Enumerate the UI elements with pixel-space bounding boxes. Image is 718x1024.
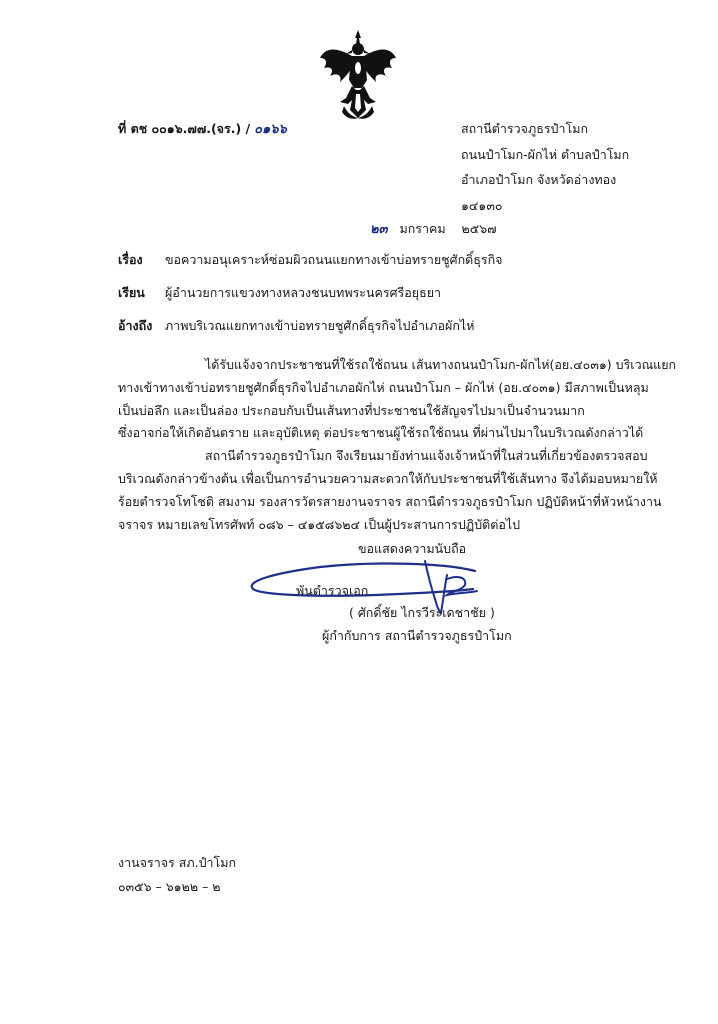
paragraph2-line: สถานีตำรวจภูธรปำโมก จึงเรียนมายังท่านแจ้งเจ้าหน้าที่ในส่วนที่เกี่ยวข้องตรวจสอบ bbox=[205, 448, 648, 463]
date-month-year: มกราคม ๒๕๖๗ bbox=[399, 221, 497, 236]
recipient-row bbox=[118, 285, 441, 301]
recipient-text: ผู้อำนวยการแขวงทางหลวงชนบทพระนครศรีอยุธยา bbox=[164, 285, 442, 300]
letter-date bbox=[370, 221, 497, 238]
sender-office: สถานีตำรวจภูธรปำโมก bbox=[461, 121, 589, 136]
recipient-label: เรียน bbox=[118, 285, 145, 300]
footer-phone: ๐๓๕๖ – ๖๑๒๒ – ๒ bbox=[118, 879, 221, 894]
paragraph1-line: ทางเข้าทางเข้าบ่อทรายชูศักดิ์ธุรกิจไปอำเภอผักไห่ ถนนปำโมก – ผักไห่ (อย.๔๐๓๑) มีสภาพเป็นหลุม bbox=[118, 380, 649, 395]
sender-postcode: ๑๔๑๓๐ bbox=[461, 198, 503, 213]
paragraph2-line: บริเวณดังกล่าวข้างต้น เพื่อเป็นการอำนวยความสะดวกให้กับประชาชนที่ใช้เส้นทาง จึงได้มอบหมายให้ bbox=[118, 471, 658, 486]
subject-row bbox=[118, 252, 503, 268]
signatory-position: ผู้กำกับการ สถานีตำรวจภูธรปำโมก bbox=[322, 628, 512, 643]
document-number-handwritten: ๐๑๖๖ bbox=[254, 122, 287, 137]
signatory-rank: พันตำรวจเอก bbox=[296, 583, 369, 598]
garuda-emblem-icon bbox=[318, 28, 398, 120]
paragraph1-line: ได้รับแจ้งจากประชาชนที่ใช้รถใช้ถนน เส้นทางถนนปำโมก-ผักไห่(อย.๔๐๓๑) บริเวณแยก bbox=[205, 357, 677, 372]
subject-text: ขอความอนุเคราะห์ซ่อมผิวถนนแยกทางเข้าบ่อทรายชูศักดิ์ธุรกิจ bbox=[164, 252, 503, 267]
closing-salutation: ขอแสดงความนับถือ bbox=[358, 541, 467, 556]
reference-row bbox=[118, 318, 474, 334]
sender-street: ถนนปำโมก-ผักไห่ ตำบลปำโมก bbox=[461, 147, 630, 162]
paragraph1-line: ซึ่งอาจก่อให้เกิดอันตราย และอุบัติเหตุ ต่อประชาชนผู้ใช้รถใช้ถนน ที่ผ่านไปมาในบริเวณดังกล่าวได้ bbox=[118, 425, 644, 440]
date-day-handwritten: ๒๓ bbox=[370, 222, 388, 237]
subject-label: เรื่อง bbox=[118, 252, 143, 267]
paragraph2-line: จราจร หมายเลขโทรศัพท์ ๐๘๖ – ๔๑๕๘๖๒๔ เป็นผู้ประสานการปฏิบัติต่อไป bbox=[118, 517, 521, 532]
footer-unit: งานจราจร สภ.ปำโมก bbox=[118, 855, 237, 870]
paragraph1-line: เป็นบ่อลึก และเป็นล่อง ประกอบกับเป็นเส้นทางที่ประชาชนใช้สัญจรไปมาเป็นจำนวนมาก bbox=[118, 403, 585, 418]
reference-text: ภาพบริเวณแยกทางเข้าบ่อทรายชูศักดิ์ธุรกิจไปอำเภอผักไห่ bbox=[164, 318, 475, 333]
sender-district: อำเภอปำโมก จังหวัดอ่างทอง bbox=[461, 172, 617, 187]
document-number-printed: ที่ ตช ๐๐๑๖.๗๗.(จร.) / bbox=[118, 121, 251, 136]
signatory-name: ( ศักดิ์ชัย ไกรวีระเดชาชัย ) bbox=[349, 605, 495, 620]
document-number bbox=[118, 121, 287, 138]
paragraph2-line: ร้อยตำรวจโทโชติ สมงาม รองสารวัตรสายงานจราจร สถานีตำรวจภูธรปำโมก ปฏิบัติหน้าที่หัวหน้างาน bbox=[118, 494, 662, 509]
reference-label: อ้างถึง bbox=[118, 318, 153, 333]
